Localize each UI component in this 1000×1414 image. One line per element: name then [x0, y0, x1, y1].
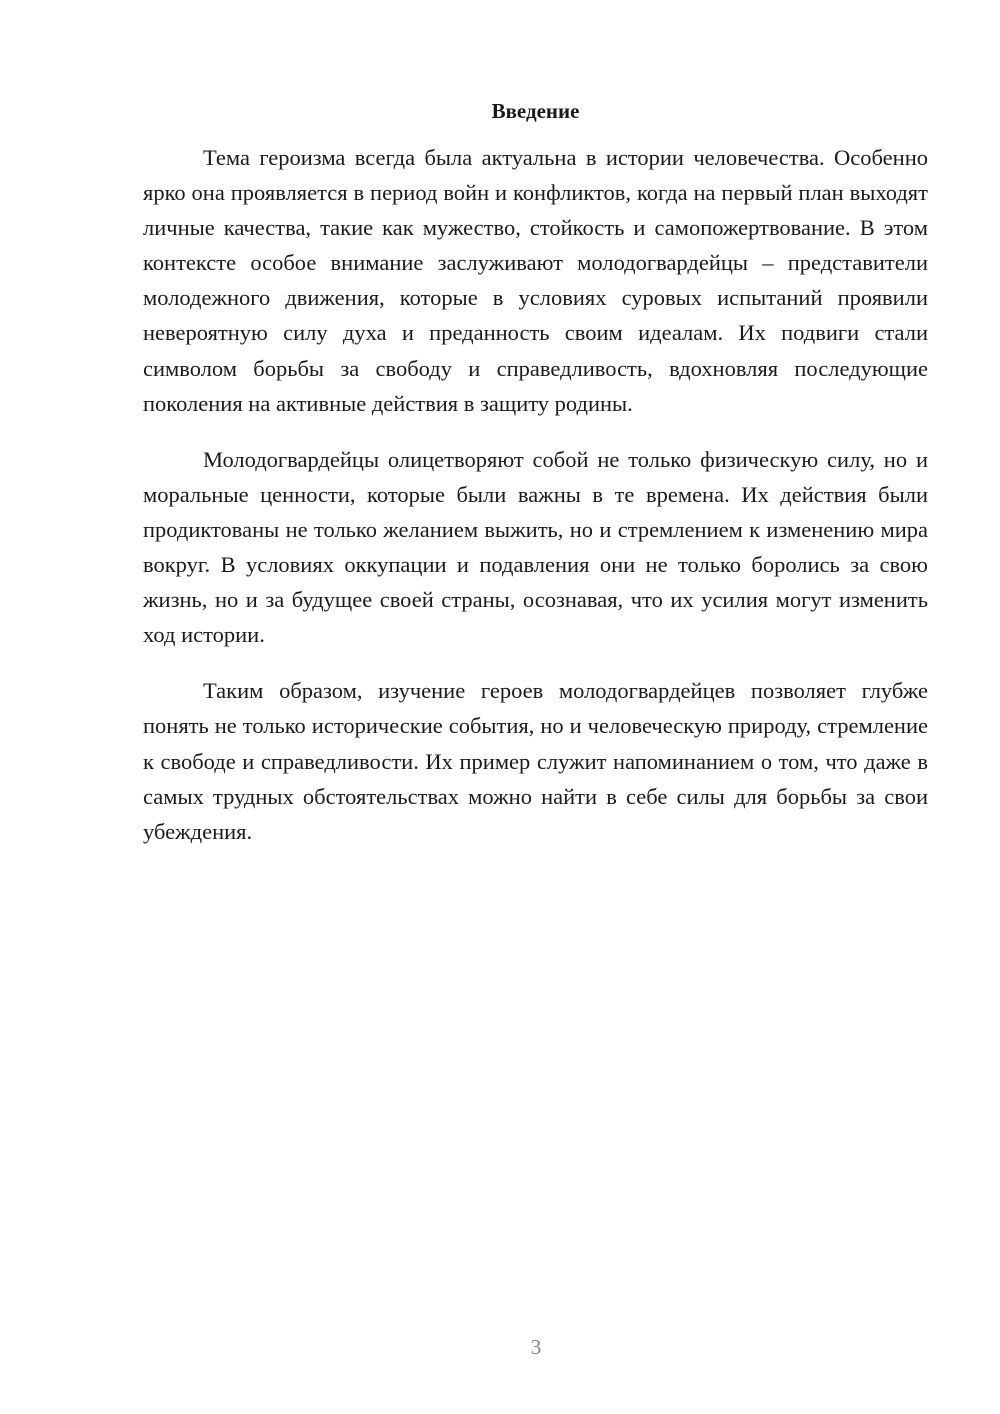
paragraph-3: Таким образом, изучение героев молодогвардейцев позволяет глубже понять не только исторические события, но и человеческую природу, стремление к свободе и справедливости. Их пример служит напоминанием о том, что даже в самых трудных обстоятельствах можно найти в себе силы для борьбы за свои убеждения. [143, 678, 928, 844]
section-title: Введение [491, 99, 580, 123]
page-number: 3 [530, 1335, 542, 1359]
paragraph-2: Молодогвардейцы олицетворяют собой не только физическую силу, но и моральные ценности, которые были важны в те времена. Их действия были продиктованы не только желанием выжить, но и стремлением к изменению мира вокруг. В условиях оккупации и подавления они не только боролись за свою жизнь, но и за будущее своей страны, осознавая, что их усилия могут изменить ход истории. [143, 446, 928, 648]
paragraph-1: Тема героизма всегда была актуальна в истории человечества. Особенно ярко она проявляется в период войн и конфликтов, когда на первый план выходят личные качества, такие как мужество, стойкость и самопожертвование. В этом контексте особое внимание заслуживают молодогвардейцы – представители молодежного движения, которые в условиях суровых испытаний проявили невероятную силу духа и преданность своим идеалам. Их подвиги стали символом борьбы за свободу и справедливость, вдохновляя последующие поколения на активные действия в защиту родины. [143, 145, 928, 416]
body-text [143, 140, 928, 849]
